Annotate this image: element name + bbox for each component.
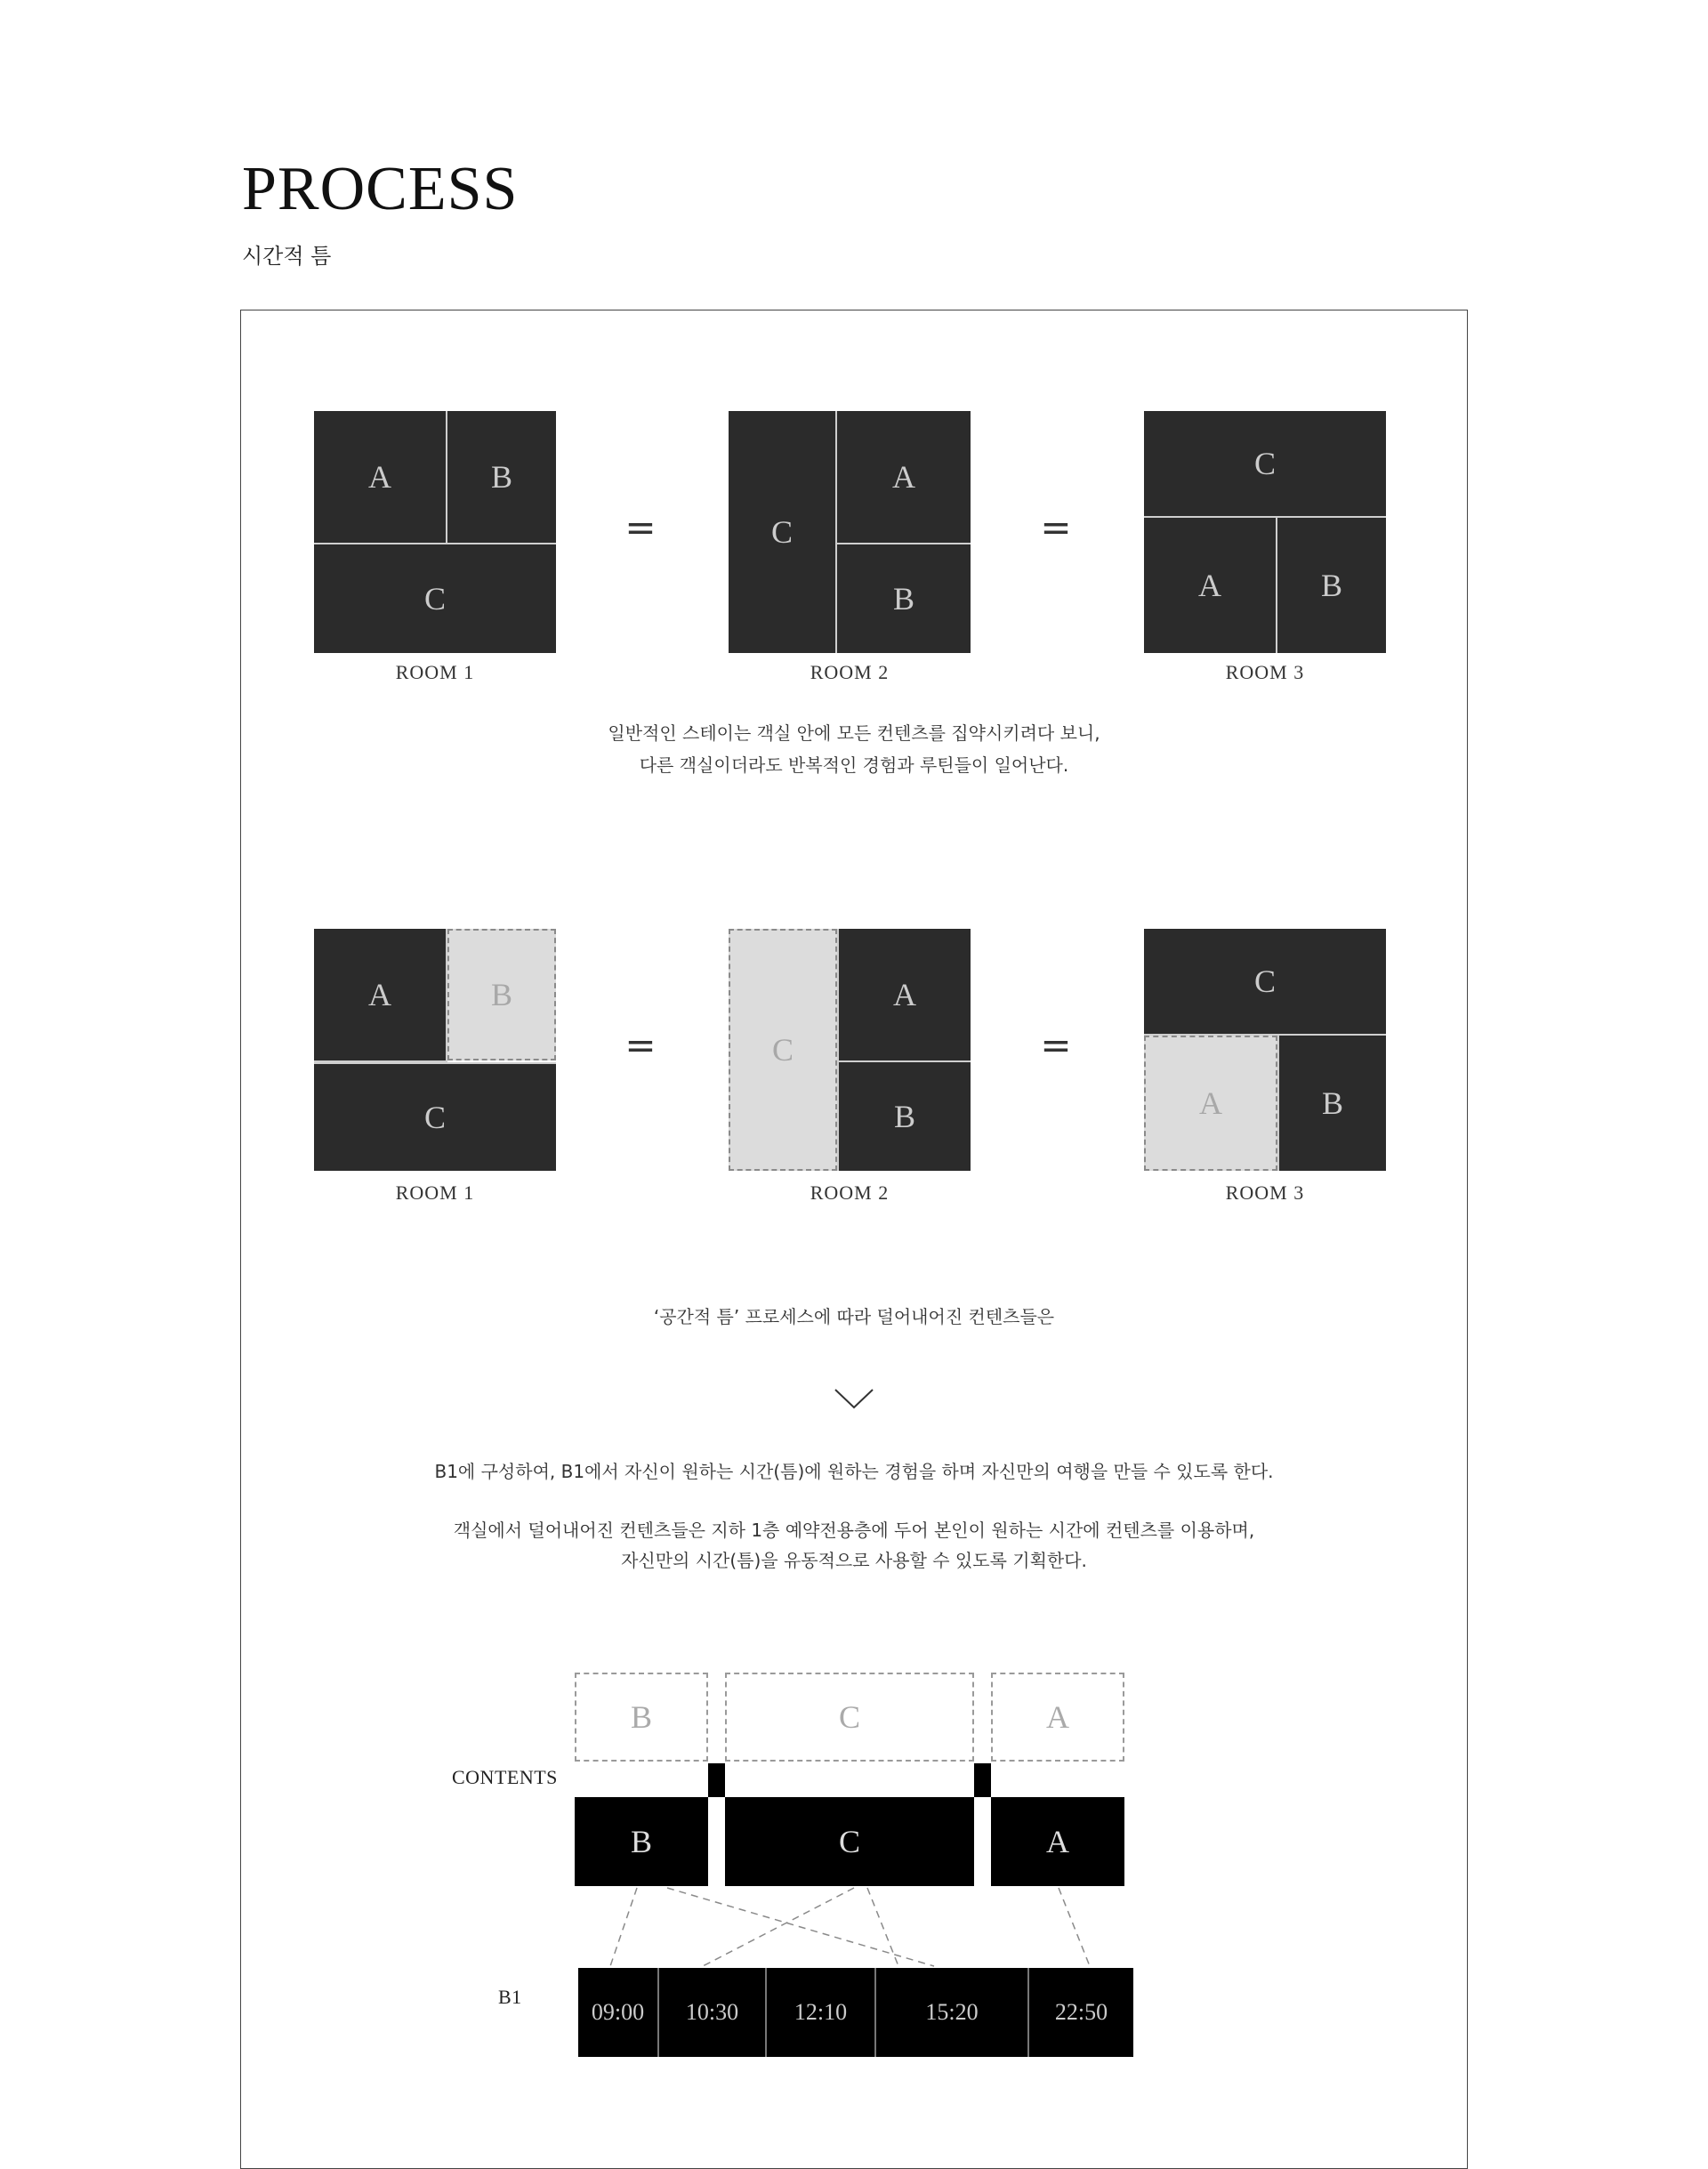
room3-cell-c: C [1144,929,1386,1036]
time-slot: 10:30 [657,1968,765,2057]
ghost-item-b: B [575,1673,708,1762]
time-slot: 22:50 [1027,1968,1133,2057]
equals-sign: = [1040,1023,1072,1067]
room1-cell-c: C [314,1062,556,1171]
room1-cell-a: A [314,411,447,544]
time-slot: 15:20 [874,1968,1027,2057]
room1-cell-b-removed: B [447,929,556,1060]
equals-sign: = [624,1023,657,1067]
b1-schedule-strip [578,1968,1133,2057]
content-item-a: A [991,1797,1124,1886]
content-item-b: B [575,1797,708,1886]
room2-cell-a: A [837,929,971,1062]
room2-cell-a: A [837,411,971,544]
time-slot: 12:10 [765,1968,874,2057]
caption-2: ‘공간적 틈’ 프로세스에 따라 덜어내어진 컨텐츠들은 [653,1306,1055,1327]
room2-cell-c: C [729,411,837,653]
room1-cell-a: A [314,929,447,1062]
room2-cell-b: B [837,544,971,653]
room3-cell-a-removed: A [1144,1036,1277,1171]
room3-cell-b: B [1277,1036,1386,1171]
room2-cell-b: B [837,1062,971,1171]
content-item-c: C [725,1797,974,1886]
caption-1-line1: 일반적인 스테이는 객실 안에 모든 컨텐츠를 집약시키려다 보니, [608,722,1100,744]
room3-cell-c: C [1144,411,1386,518]
contents-label: CONTENTS [452,1766,558,1788]
page-title: PROCESS [242,155,519,223]
room1-cell-c: C [314,544,556,653]
page-subtitle: 시간적 틈 [242,244,332,269]
room1-cell-b: B [447,411,556,544]
room2-label: ROOM 2 [810,1181,890,1204]
room3-cell-b: B [1277,518,1386,653]
room3-cell-a: A [1144,518,1277,653]
room3-label: ROOM 3 [1225,661,1305,683]
description-line2: 객실에서 덜어내어진 컨텐츠들은 지하 1층 예약전용층에 두어 본인이 원하는 시간에 컨텐츠를 이용하며, [453,1520,1255,1541]
ghost-item-c: C [725,1673,974,1762]
time-slot: 09:00 [591,1999,645,2025]
equals-sign: = [624,505,657,549]
ghost-item-a: A [991,1673,1124,1762]
room3-label: ROOM 3 [1225,1181,1305,1204]
room2-label: ROOM 2 [810,661,890,683]
room2-cell-c-removed: C [729,929,837,1171]
description-line3: 자신만의 시간(틈)을 유동적으로 사용할 수 있도록 기획한다. [621,1550,1087,1571]
description-line1: B1에 구성하여, B1에서 자신이 원하는 시간(틈)에 원하는 경험을 하며 자신만의 여행을 만들 수 있도록 한다. [434,1461,1274,1482]
caption-1-line2: 다른 객실이더라도 반복적인 경험과 루틴들이 일어난다. [639,754,1069,776]
room1-label: ROOM 1 [395,1181,475,1204]
equals-sign: = [1040,505,1072,549]
room1-label: ROOM 1 [395,661,475,683]
floor-label: B1 [498,1986,522,2008]
